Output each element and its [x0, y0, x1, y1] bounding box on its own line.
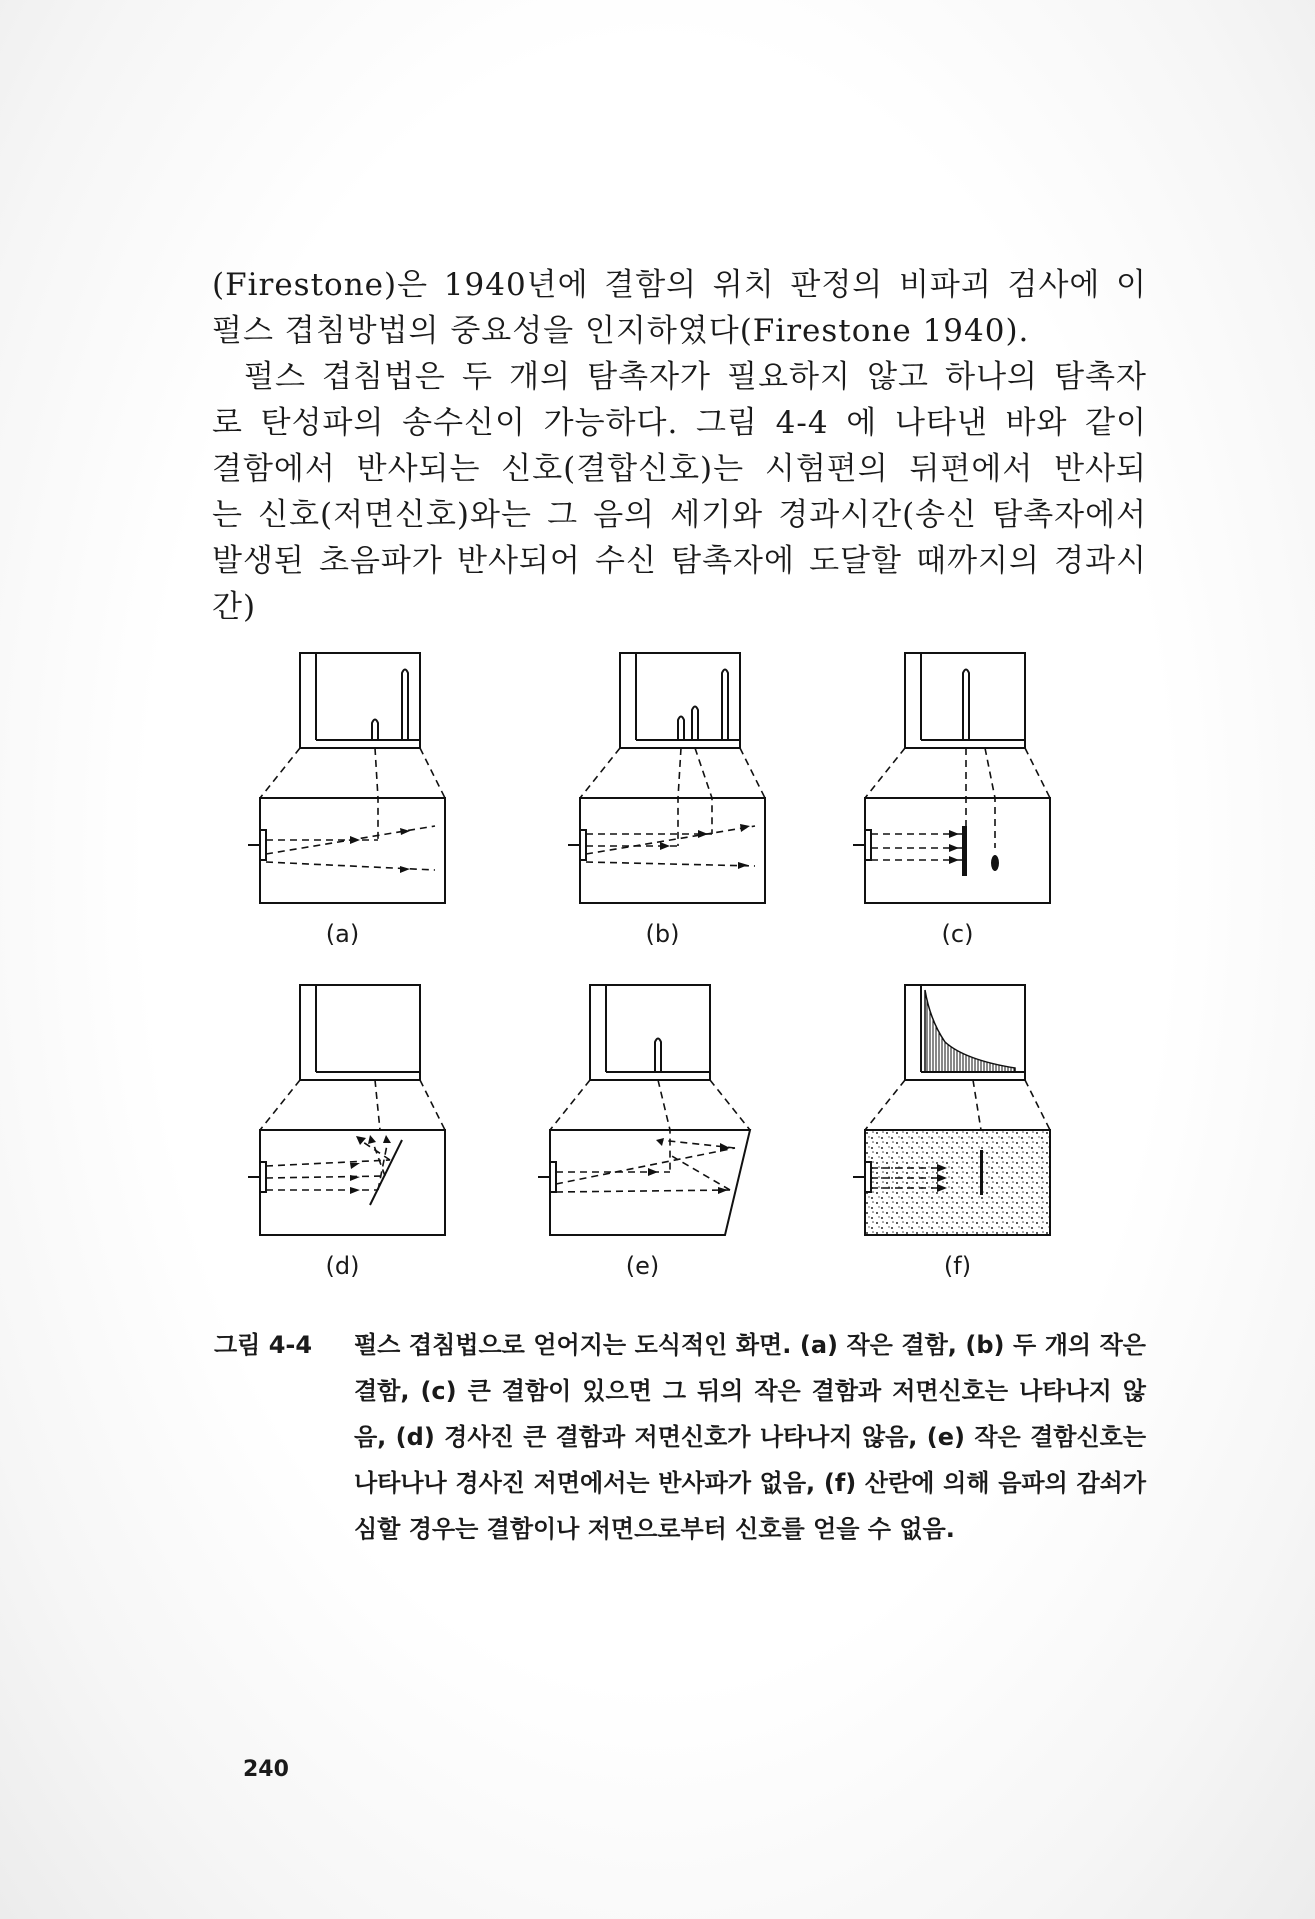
panel-c	[845, 648, 1070, 948]
pulse-echo-scattering-attenuation-diagram	[845, 980, 1070, 1240]
panel-a	[230, 648, 455, 948]
text-line: 로 탄성파의 송수신이 가능하다. 그림 4-4 에 나타낸 바와 같이	[212, 405, 1147, 441]
panel-label: (f)	[943, 1252, 972, 1280]
text-line: 는 신호(저면신호)와는 그 음의 세기와 경과시간(송신 탐촉자에서	[212, 497, 1147, 533]
text-line: 펄스 겹침방법의 중요성을 인지하였다(Firestone 1940).	[212, 313, 1030, 349]
pulse-echo-large-defect-diagram	[845, 648, 1070, 908]
panel-d	[230, 980, 455, 1280]
text-line: 발생된 초음파가 반사되어 수신 탐촉자에 도달할 때까지의 경과시간)	[212, 543, 1147, 625]
panel-e	[530, 980, 755, 1280]
figure-4-4	[230, 648, 1100, 1313]
page-number: 240	[243, 1757, 289, 1782]
text-line: 펄스 겹침법은 두 개의 탐촉자가 필요하지 않고 하나의 탐촉자	[244, 359, 1147, 395]
panel-f	[845, 980, 1070, 1280]
panel-b	[550, 648, 775, 948]
pulse-echo-two-small-defects-diagram	[550, 648, 775, 908]
pulse-echo-small-defect-diagram	[230, 648, 455, 908]
caption-text: 펄스 겹침법으로 얻어지는 도식적인 화면. (a) 작은 결함, (b) 두 개의 작은 결함, (c) 큰 결함이 있으면 그 뒤의 작은 결함과 저면신호는 나타나지 않음, (d) 경사진 큰 결함과 저면신호가 나타나지 않음, (e) 작은 결함신호는 나타나나 경사진 저면에서는 반사파가 없음, (f) 산란에 의해 음파의 감쇠가 심할 경우는 결함이나 저면으로부터 신호를 얻을 수 없음.	[354, 1331, 1146, 1543]
panel-label: (a)	[325, 920, 360, 948]
panel-label: (d)	[325, 1252, 360, 1280]
text-line: 결함에서 반사되는 신호(결합신호)는 시험편의 뒤편에서 반사되	[212, 451, 1147, 487]
body-paragraph	[212, 262, 1147, 630]
text-line: (Firestone)은 1940년에 결함의 위치 판정의 비파괴 검사에 이	[212, 267, 1147, 303]
panel-label: (c)	[941, 920, 974, 948]
panel-label: (e)	[625, 1252, 660, 1280]
caption-label: 그림 4-4	[214, 1331, 313, 1359]
pulse-echo-inclined-large-defect-diagram	[230, 980, 455, 1240]
pulse-echo-inclined-back-wall-diagram	[530, 980, 755, 1240]
panel-label: (b)	[645, 920, 680, 948]
